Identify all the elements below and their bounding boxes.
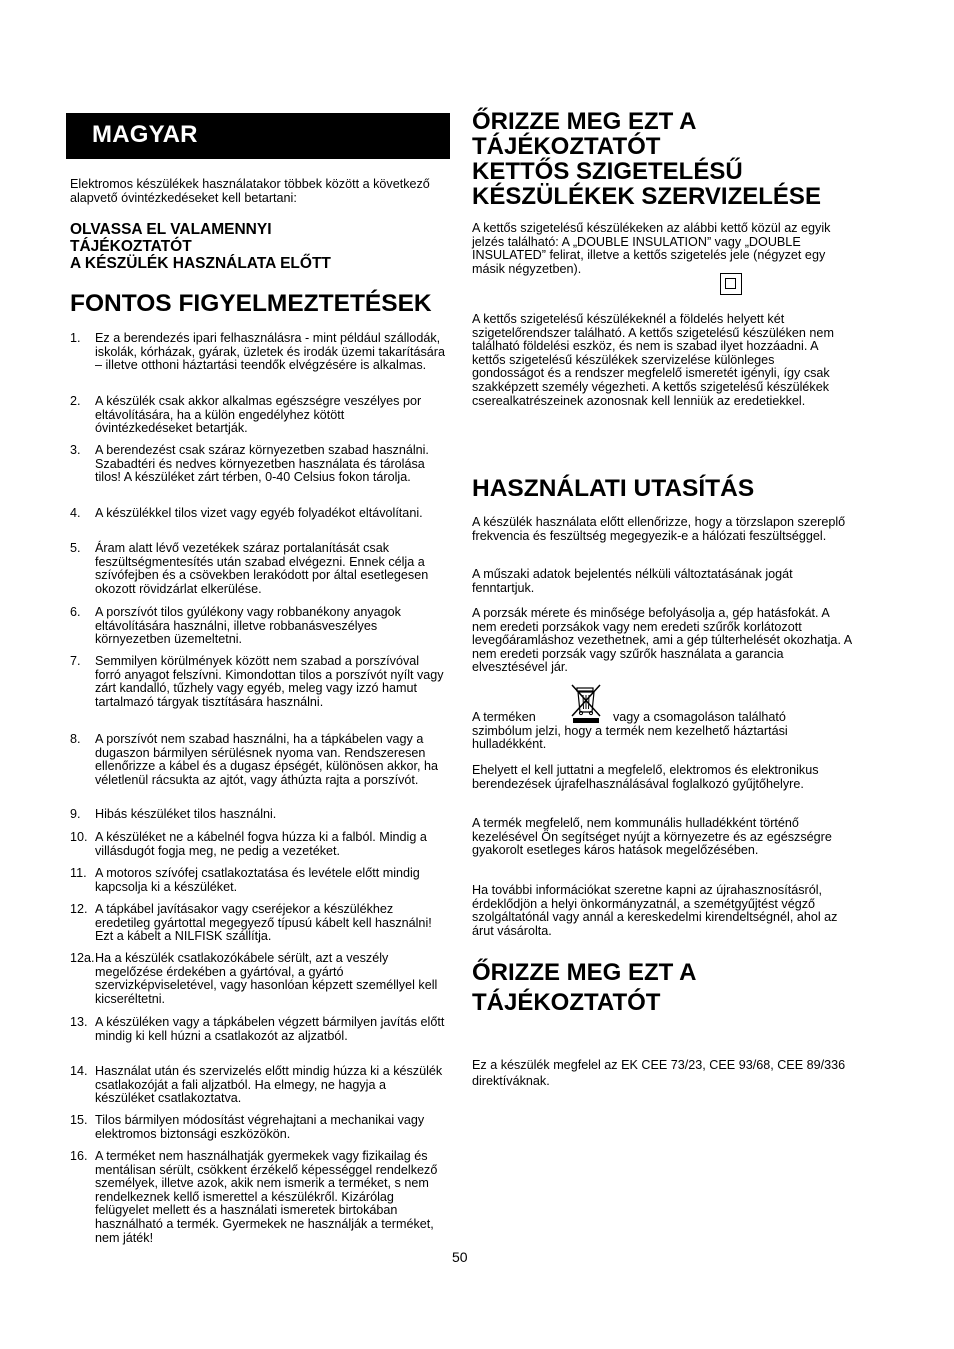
read-heading-line: TÁJÉKOZTATÓT xyxy=(70,238,192,255)
item-text: Ez a berendezés ipari felhasználásra - mint például szállodák, iskolák, kórházak, gyárak, üzletek és irodák üzemi takarítására – illetve otthoni háztartási teendők elvégzésére is alkalmas. xyxy=(95,331,445,373)
language-label-bar xyxy=(66,113,450,159)
item-text: A porszívót tilos gyúlékony vagy robbanékony anyagok eltávolítására használni, illetve robbanásveszélyes környezetben üzemeltetni. xyxy=(95,605,401,647)
item-text: A készülékkel tilos vizet vagy egyéb folyadékot eltávolítani. xyxy=(95,506,423,520)
item-text: Semmilyen körülmények között nem szabad a porszívóval forró anyagot felszívni. Kimondottan tilos a porszívót nyílt vagy zárt kandalló, tűzhely vagy egyéb, meleg vagy izzó hamut tartalmazó tárgyak tisztítására használni. xyxy=(95,654,444,709)
item-number: 2. xyxy=(70,394,81,408)
item-number: 4. xyxy=(70,506,81,520)
item-text: A tápkábel javításakor vagy cseréjekor a készülékhez eredetileg gyártottal megegyező típusú kábelt kell használni! Ezt a kábelt a NILFISK szállítja. xyxy=(95,902,432,944)
title-line: TÁJÉKOZTATÓT xyxy=(472,989,661,1016)
usage-text-2: A műszaki adatok bejelentés nélküli változtatásának jogát fenntartjuk. xyxy=(472,567,793,595)
item-number: 12. xyxy=(70,902,88,916)
compliance-text: Ez a készülék megfelel az EK CEE 73/23, CEE 93/68, CEE 89/336 direktíváknak. xyxy=(472,1058,846,1088)
item-text: A porszívót nem szabad használni, ha a tápkábelen vagy a dugaszon bármilyen sérülésnek nyoma van. Rendszeresen ellenőrizze a kábel és a dugasz épségét, különösen akkor, ha véletlenül rácsukta az ajtót, vagy áthúzta rajta a porszívót. xyxy=(95,732,439,787)
warnings-title: FONTOS FIGYELMEZTETÉSEK xyxy=(70,290,432,317)
item-text: Tilos bármilyen módosítást végrehajtani a mechanikai vagy elektromos biztonsági eszközökön. xyxy=(95,1113,425,1141)
read-heading-line: OLVASSA EL VALAMENNYI xyxy=(70,221,272,238)
item-number: 7. xyxy=(70,654,81,668)
item-text: A készülék csak akkor alkalmas egészségre veszélyes por eltávolítására, ha a külön engedélyhez kötött óvintézkedéseket betartják. xyxy=(95,394,422,436)
item-text: A terméket nem használhatják gyermekek vagy fizikailag és mentálisan sérült, csökkent érzékelő képességgel rendelkező személyek, illetve azok, akik nem ismerik a terméket, s nem rendelkeznek kellő ismerettel a készülékről. Kizárólag felügyelet mellett és a használati ismeretek birtokában használható a termék. Gyermekek ne használják a terméket, nem játék! xyxy=(95,1149,438,1245)
double-square-icon xyxy=(720,273,742,295)
title-line: ŐRIZZE MEG EZT A xyxy=(472,108,697,135)
item-number: 16. xyxy=(70,1149,88,1163)
weee-text-pre: A terméken xyxy=(472,710,536,724)
item-text: A készüléket ne a kábelnél fogva húzza ki a falból. Mindig a villásdugót fogja meg, ne pedig a vezetéket. xyxy=(95,830,427,858)
usage-title: HASZNÁLATI UTASÍTÁS xyxy=(472,475,755,502)
item-text: A készüléken vagy a tápkábelen végzett bármilyen javítás előtt mindig ki kell húzni a csatlakozót az aljzatból. xyxy=(95,1015,445,1043)
item-number: 6. xyxy=(70,605,81,619)
item-text: A berendezést csak száraz környezetben szabad használni. Szabadtéri és nedves környezetben használata és tárolása tilos! A készüléket zárt térben, 0-40 Celsius fokon tárolja. xyxy=(95,443,429,485)
item-number: 10. xyxy=(70,830,88,844)
item-text: A motoros szívófej csatlakoztatása és levétele előtt mindig kapcsolja ki a készüléket. xyxy=(95,866,420,894)
item-number: 8. xyxy=(70,732,81,746)
item-number: 5. xyxy=(70,541,81,555)
usage-text-5: Ehelyett el kell juttatni a megfelelő, elektromos és elektronikus berendezések újrafelhasználásával foglalkozó gyűjtőhelyre. xyxy=(472,763,819,791)
title-line: KÉSZÜLÉKEK SZERVIZELÉSE xyxy=(472,183,821,210)
item-number: 3. xyxy=(70,443,81,457)
item-text: Ha a készülék csatlakozókábele sérült, azt a veszély megelőzése érdekében a gyártóval, a gyártó szervizképviseletével, vagy hasonlóan képzett személlyel kell kicseréltetni. xyxy=(95,951,438,1006)
item-number: 11. xyxy=(70,866,87,880)
read-heading xyxy=(70,221,450,272)
item-text: Hibás készüléket tilos használni. xyxy=(95,807,277,821)
item-text: Használat után és szervizelés előtt mindig húzza ki a készülék csatlakozóját a fali aljzatból. Ha elmegy, ne hagyja a készüléket csatlakoztatva. xyxy=(95,1064,443,1106)
title-line: KETTŐS SZIGETELÉSŰ xyxy=(472,158,743,185)
usage-text-3: A porzsák mérete és minősége befolyásolja a, gép hatásfokát. A nem eredeti porzsákok vagy nem eredeti szűrők korlátozott levegőáramláshoz vezethetnek, ami a gép túlterhelését okozhatja. A nem eredeti porzsák vagy szűrők használata a garancia elvesztésével jár. xyxy=(472,606,852,675)
language-label: MAGYAR xyxy=(92,121,198,148)
title-line: ŐRIZZE MEG EZT A xyxy=(472,959,697,986)
item-number: 9. xyxy=(70,807,81,821)
read-heading-line: A KÉSZÜLÉK HASZNÁLATA ELŐTT xyxy=(70,255,331,272)
weee-text-post: vagy a csomagoláson található xyxy=(613,710,786,724)
keep-info-title xyxy=(472,958,856,1018)
double-insulation-text-2: A kettős szigetelésű készülékeknél a földelés helyett két szigetelőrendszer található. A kettős szigetelésű készüléken nem található földelési eszköz, és nem is szabad ilyet hozzáadni. A kettős szigetelésű készülékek szervizelése különleges gondosságot és a rendszer megfelelő ismeretét igényli, így csak szakképzett személy végezheti. A kettős szigetelésű készülékek cserealkatrészeinek azonosnak kell lenniük az eredetiekkel. xyxy=(472,312,834,408)
weee-paragraph xyxy=(472,711,856,752)
title-line: TÁJÉKOZTATÓT xyxy=(472,133,661,160)
intro-text: Elektromos készülékek használatakor többek között a következő alapvető óvintézkedéseket kell betartani: xyxy=(70,177,430,205)
item-number: 14. xyxy=(70,1064,88,1078)
item-number: 15. xyxy=(70,1113,88,1127)
weee-text-rest: szimbólum jelzi, hogy a termék nem kezelhető háztartási hulladékként. xyxy=(472,723,788,752)
usage-text-1: A készülék használata előtt ellenőrizze, hogy a törzslapon szereplő frekvencia és feszültség megegyezik-e a hálózati feszültséggel. xyxy=(472,515,846,543)
item-number: 12a. xyxy=(70,951,95,965)
double-insulation-text-1: A kettős szigetelésű készülékeken az alábbi kettő közül az egyik jelzés található: A „DOUBLE INSULATION” vagy „DOUBLE INSULATED” felirat, illetve a kettős szigetelés jele (négyzet egy másik négyzetben). xyxy=(472,221,831,276)
item-number: 13. xyxy=(70,1015,88,1029)
weee-first-line xyxy=(472,711,856,725)
double-insulation-title xyxy=(472,109,872,209)
usage-text-6: A termék megfelelő, nem kommunális hulladékként történő kezelésével Ön segítséget nyújt a környezetre és az egészségre gyakorolt esetleges káros hatások megelőzésében. xyxy=(472,816,832,858)
item-number: 1. xyxy=(70,331,81,345)
item-text: Áram alatt lévő vezetékek száraz portalanítását csak feszültségmentesítés után szabad elvégezni. Ennek célja a szívófejben és a csövekben lerakódott por által esetlegesen okozott rövidzárlat elkerülése. xyxy=(95,541,429,596)
usage-text-7: Ha további információkat szeretne kapni az újrahasznosításról, érdeklődjön a helyi önkormányzatnál, a szemétgyűjtést végző szolgáltatónál vagy annál a kereskedelmi kirendeltségnél, ahol az árut vásárolta. xyxy=(472,883,838,938)
page-number: 50 xyxy=(452,1249,468,1265)
